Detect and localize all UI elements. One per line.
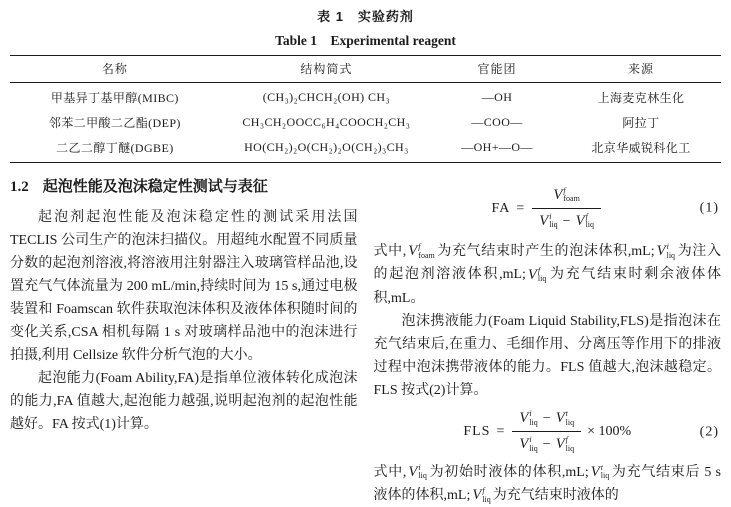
equation-2 (374, 404, 722, 460)
reagent-source: 上海麦克林生化 (597, 91, 685, 105)
minus-sign: − (542, 411, 551, 427)
var-V-i-liq: V i liq (656, 242, 676, 260)
reagent-name: 甲基异丁基甲醇(MIBC) (50, 91, 179, 105)
eq2-explanation (374, 461, 722, 507)
var-V-i-liq: V i liq (408, 462, 427, 481)
reagent-table (10, 55, 721, 163)
section-title: 起泡性能及泡沫稳定性测试与表征 (42, 178, 268, 195)
eq2-denominator (512, 431, 581, 457)
var-V-f-liq: V f liq (575, 211, 595, 229)
var-V-t-liq: V t liq (555, 409, 575, 427)
eq2-numerator (512, 406, 581, 431)
reagent-formula: (CH₃)₂CHCH₂(OH) CH₃ (262, 90, 391, 104)
equation-2-body (463, 406, 631, 457)
col-header-formula: 结构简式 (220, 56, 433, 83)
reagent-source: 北京华威锐科化工 (591, 141, 691, 155)
eq2-lhs: FLS (463, 424, 491, 440)
reagent-name: 二乙二醇丁醚(DGBE) (56, 141, 174, 155)
two-column-body (10, 177, 721, 507)
var-V-f-liq: V f liq (472, 486, 491, 504)
left-column (10, 177, 358, 507)
minus-sign: − (562, 213, 571, 229)
paragraph-foam-ability: 起泡能力(Foam Ability,FA)是指单位液体转化成泡沫的能力,FA 值越大,起泡能力越强,说明起泡剂的起泡性能越好。FA 按式(1)计算。 (10, 371, 358, 432)
table-row (10, 110, 721, 135)
minus-sign: − (542, 437, 551, 453)
eq2-number: (2) (699, 424, 719, 440)
equation-1 (374, 178, 722, 238)
eq1-note-text: 为充气结束时剩余液体体积,mL。 (373, 267, 721, 306)
var-V-i-liq: V i liq (539, 211, 558, 229)
var-V-i-liq: V i liq (519, 435, 538, 453)
reagent-source: 阿拉丁 (622, 116, 660, 130)
var-V-f-foam: V f foam (408, 242, 435, 260)
eq2-note-text: 为充气结束后 5 s 液体的体积,mL; (373, 464, 722, 503)
table-header-row (10, 56, 721, 83)
table-title-en: Table 1 Experimental reagent (275, 33, 456, 48)
right-column (374, 177, 722, 507)
equals-sign: = (496, 424, 505, 440)
paragraph-fls: 泡沫携液能力(Foam Liquid Stability,FLS)是指泡沫在充气结束后,在重力、毛细作用、分离压等作用下的排液过程中泡沫携带液体的能力。FLS 值越大,泡沫越稳定。FLS 按式(2)计算。 (373, 313, 721, 398)
section-number: 1.2 (10, 179, 29, 195)
eq1-fraction (532, 183, 601, 234)
equals-sign: = (516, 200, 525, 216)
eq1-note-text: 为充气结束时产生的泡沫体积,mL; (436, 244, 655, 259)
col-header-source: 来源 (561, 56, 721, 83)
eq1-note-text: 为注入的起泡剂溶液体积,mL; (373, 244, 722, 283)
paragraph-foam-scanner: 起泡剂起泡性能及泡沫稳定性的测试采用法国 TECLIS 公司生产的泡沫扫描仪。用超纯水配置不同质量分数的起泡剂溶液,将溶液用注射器注入玻璃管样品池,设置充气气体流量为 200 mL/min,持续时间为 15 s,通过电极装置和 Foamscan 软件获取泡沫体积及液体体积随时间的变化关系,CSA 相机每隔 1 s 对玻璃样品池中的泡沫进行拍摄,利用 Cellsize 软件分析气泡的大小。 (10, 210, 358, 363)
var-V-t-liq: V t liq (590, 462, 610, 481)
eq1-explanation (374, 240, 722, 310)
table-row (10, 83, 721, 111)
eq1-denominator (532, 208, 601, 234)
var-V-f-foam: V f foam (553, 185, 580, 203)
col-header-name: 名称 (10, 56, 220, 83)
var-V-i-liq: V i liq (519, 409, 538, 427)
equation-1-body (491, 183, 603, 234)
eq1-number: (1) (699, 200, 719, 216)
section-heading (10, 177, 358, 197)
table-row (10, 135, 721, 163)
var-V-f-liq: V f liq (555, 435, 575, 453)
eq2-note-text: 为充气结束时液体的 (492, 487, 619, 503)
eq2-fraction (512, 406, 581, 457)
reagent-formula: HO(CH₂)₂O(CH₂)₂O(CH₂)₃CH₃ (244, 140, 409, 154)
table-title-cn: 表 1 实验药剂 (317, 9, 414, 24)
reagent-group: —OH (481, 90, 513, 104)
eq2-note-text: 式中, (373, 464, 407, 480)
var-V-f-liq: V f liq (527, 265, 547, 284)
reagent-formula: CH₃CH₂OOCC₆H₄COOCH₂CH₃ (242, 115, 411, 129)
col-header-group: 官能团 (433, 56, 561, 83)
reagent-name: 邻苯二甲酸二乙酯(DEP) (48, 116, 181, 130)
eq2-note-text: 为初始时液体的体积,mL; (428, 464, 589, 480)
eq1-lhs: FA (491, 200, 511, 216)
reagent-group: —OH+—O— (461, 140, 533, 154)
eq1-note-text: 式中, (373, 244, 407, 259)
eq1-numerator (546, 183, 586, 208)
eq2-times-100pct: × 100% (587, 424, 632, 440)
reagent-group: —COO— (471, 115, 523, 129)
